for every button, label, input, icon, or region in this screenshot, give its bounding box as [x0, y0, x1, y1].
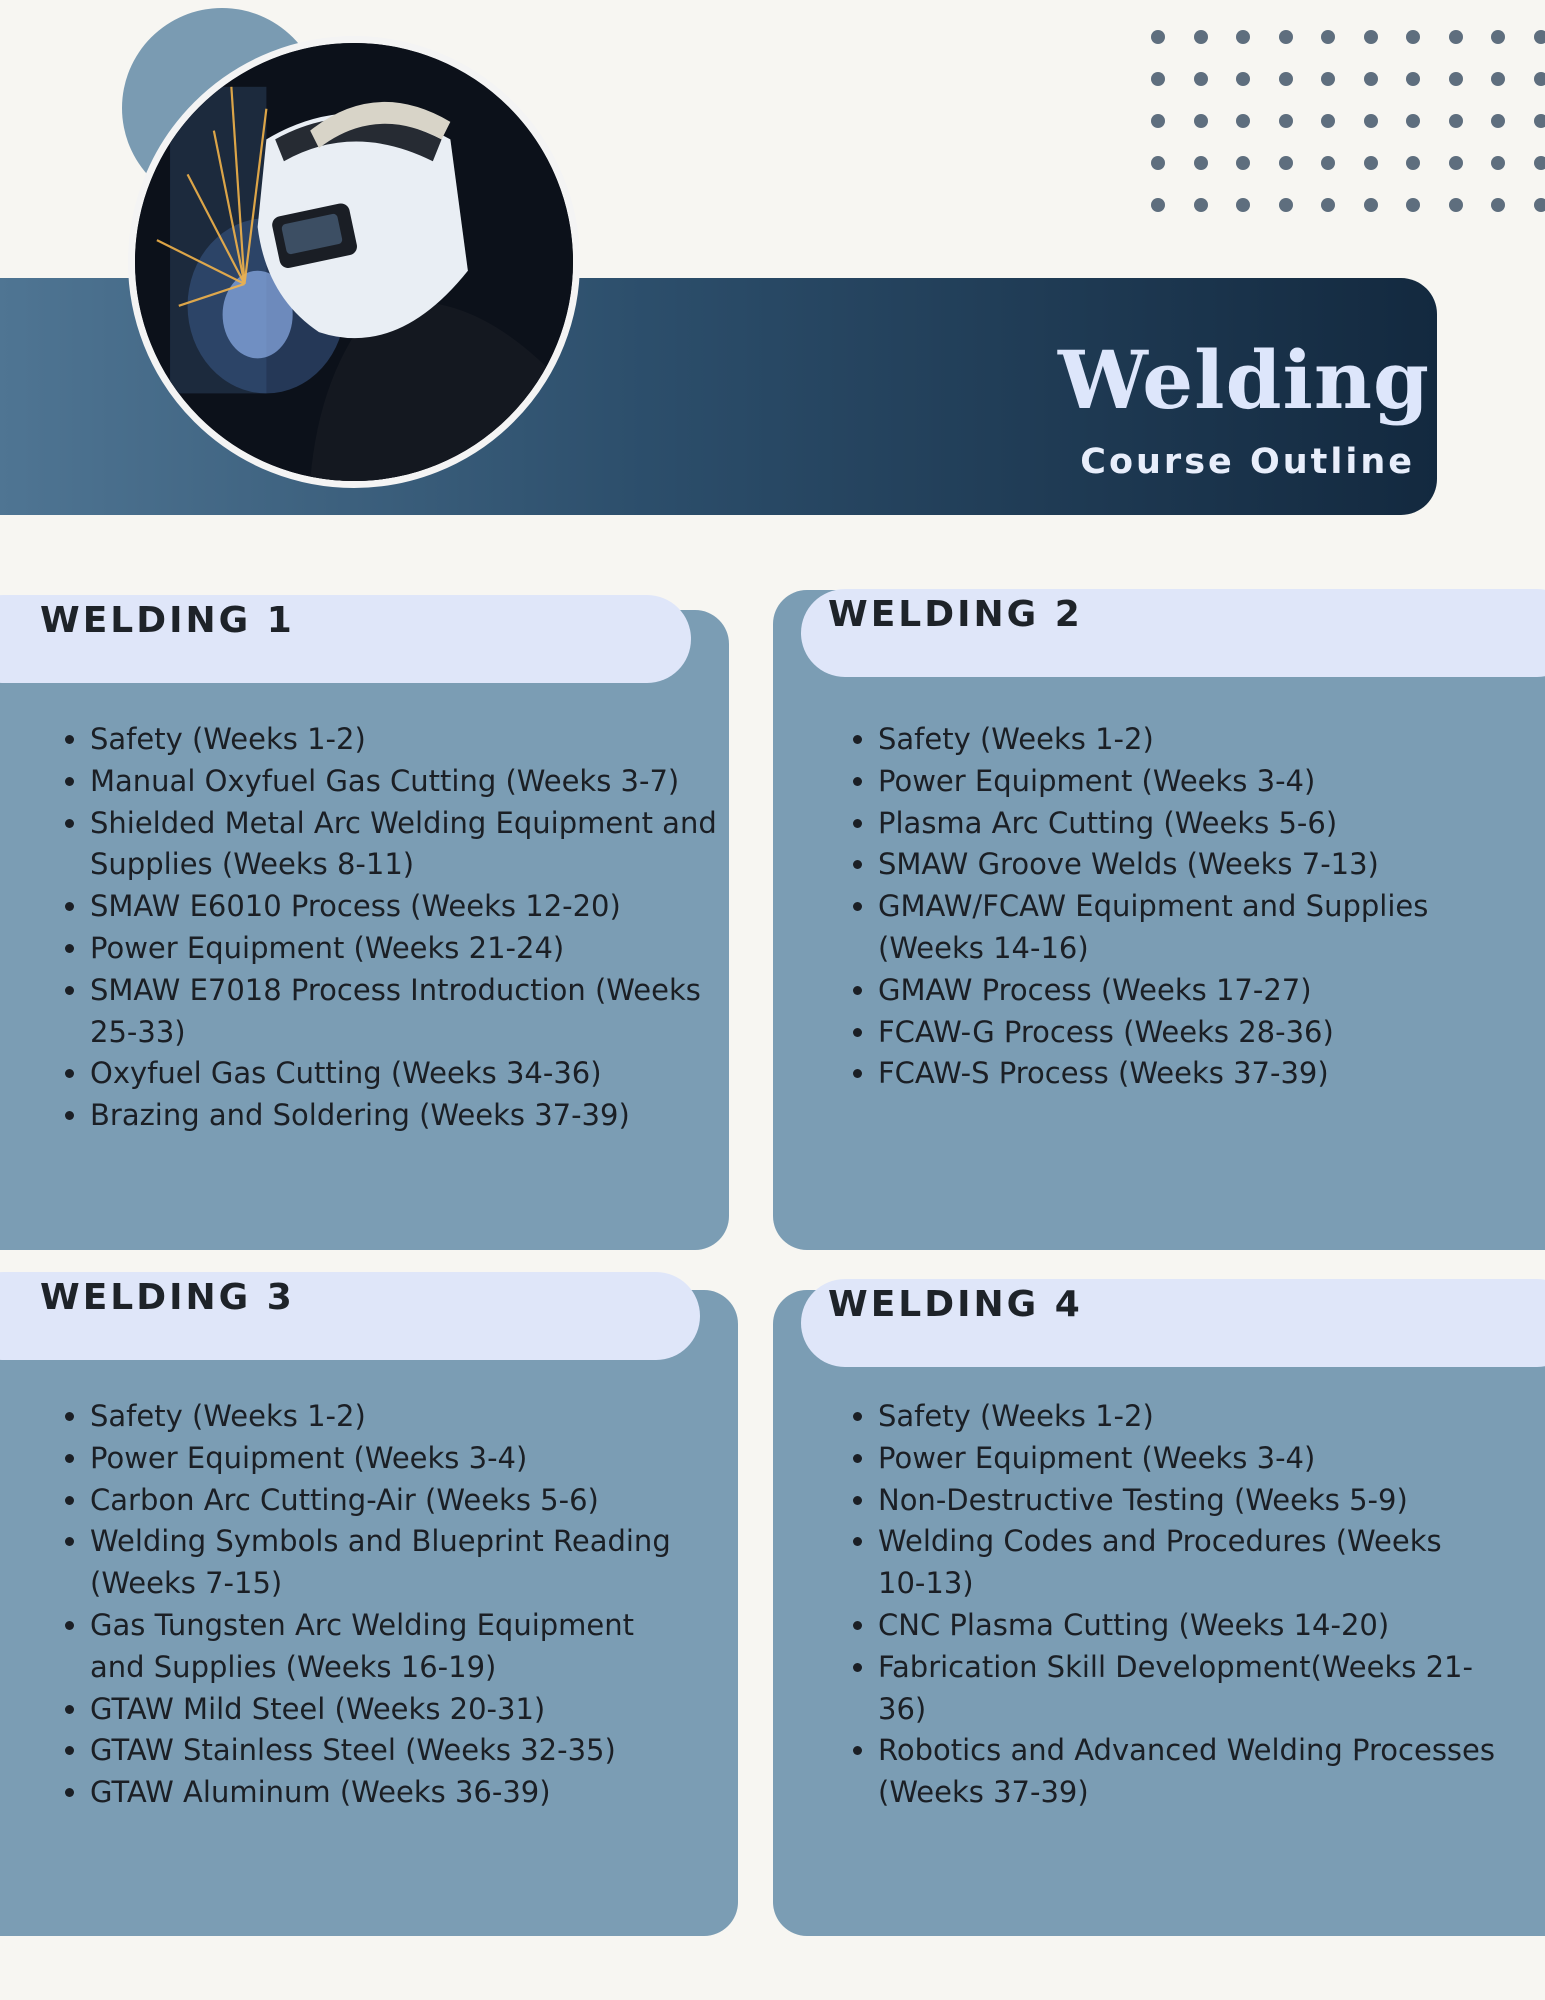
welder-photo	[128, 36, 580, 488]
course-topic-item: • GMAW Process (Weeks 17-27)	[878, 970, 1518, 1012]
decorative-dot	[1321, 72, 1335, 86]
decorative-dot	[1406, 198, 1420, 212]
decorative-dot	[1279, 114, 1293, 128]
decorative-dot	[1151, 156, 1165, 170]
decorative-dot	[1534, 198, 1545, 212]
dot-grid-decoration	[1151, 30, 1545, 212]
decorative-dot	[1491, 72, 1505, 86]
decorative-dot	[1406, 30, 1420, 44]
course-topic-item: • Safety (Weeks 1-2)	[878, 719, 1518, 761]
welder-illustration	[135, 43, 573, 481]
decorative-dot	[1321, 30, 1335, 44]
decorative-dot	[1491, 30, 1505, 44]
decorative-dot	[1491, 156, 1505, 170]
course-topic-item: • SMAW Groove Welds (Weeks 7-13)	[878, 844, 1518, 886]
decorative-dot	[1449, 30, 1463, 44]
decorative-dot	[1321, 114, 1335, 128]
decorative-dot	[1194, 156, 1208, 170]
decorative-dot	[1279, 72, 1293, 86]
course-topic-list	[40, 719, 730, 1137]
decorative-dot	[1194, 30, 1208, 44]
course-topic-item: • Safety (Weeks 1-2)	[90, 719, 730, 761]
course-topic-item: • Welding Symbols and Blueprint Reading (Weeks 7-15)	[90, 1521, 690, 1605]
decorative-dot	[1406, 156, 1420, 170]
course-topic-item: • FCAW-S Process (Weeks 37-39)	[878, 1053, 1518, 1095]
decorative-dot	[1151, 114, 1165, 128]
decorative-dot	[1151, 30, 1165, 44]
course-title: WELDING 3	[40, 1277, 295, 1318]
page-subtitle: Course Outline	[1080, 442, 1415, 482]
decorative-dot	[1279, 30, 1293, 44]
course-topic-item: • Power Equipment (Weeks 3-4)	[878, 761, 1518, 803]
decorative-dot	[1449, 156, 1463, 170]
course-topic-item: • SMAW E7018 Process Introduction (Weeks 25-33)	[90, 970, 730, 1054]
decorative-dot	[1279, 198, 1293, 212]
course-topic-item: • GTAW Stainless Steel (Weeks 32-35)	[90, 1730, 690, 1772]
course-topic-item: • GMAW/FCAW Equipment and Supplies (Weeks 14-16)	[878, 886, 1518, 970]
decorative-dot	[1406, 72, 1420, 86]
course-topic-list	[40, 1396, 690, 1814]
decorative-dot	[1321, 156, 1335, 170]
course-topic-item: • Power Equipment (Weeks 3-4)	[878, 1438, 1498, 1480]
course-topic-item: • Safety (Weeks 1-2)	[878, 1396, 1498, 1438]
decorative-dot	[1364, 156, 1378, 170]
decorative-dot	[1491, 198, 1505, 212]
course-topic-list	[828, 719, 1518, 1095]
decorative-dot	[1194, 72, 1208, 86]
decorative-dot	[1534, 72, 1545, 86]
decorative-dot	[1151, 72, 1165, 86]
decorative-dot	[1534, 156, 1545, 170]
decorative-dot	[1236, 114, 1250, 128]
course-topic-item: • Manual Oxyfuel Gas Cutting (Weeks 3-7)	[90, 761, 730, 803]
course-topic-item: • Plasma Arc Cutting (Weeks 5-6)	[878, 803, 1518, 845]
decorative-dot	[1406, 114, 1420, 128]
course-topic-item: • Fabrication Skill Development(Weeks 21-36)	[878, 1647, 1498, 1731]
decorative-dot	[1236, 198, 1250, 212]
decorative-dot	[1321, 198, 1335, 212]
decorative-dot	[1194, 114, 1208, 128]
decorative-dot	[1364, 72, 1378, 86]
decorative-dot	[1236, 156, 1250, 170]
course-topic-item: • Gas Tungsten Arc Welding Equipment and Supplies (Weeks 16-19)	[90, 1605, 690, 1689]
decorative-dot	[1534, 114, 1545, 128]
course-topic-item: • CNC Plasma Cutting (Weeks 14-20)	[878, 1605, 1498, 1647]
decorative-dot	[1364, 198, 1378, 212]
decorative-dot	[1279, 156, 1293, 170]
decorative-dot	[1194, 198, 1208, 212]
decorative-dot	[1364, 114, 1378, 128]
course-topic-item: • FCAW-G Process (Weeks 28-36)	[878, 1012, 1518, 1054]
page-title: Welding	[1057, 333, 1430, 427]
decorative-dot	[1449, 198, 1463, 212]
course-topic-item: • Safety (Weeks 1-2)	[90, 1396, 690, 1438]
decorative-dot	[1491, 114, 1505, 128]
decorative-dot	[1364, 30, 1378, 44]
course-topic-item: • Welding Codes and Procedures (Weeks 10-13)	[878, 1521, 1498, 1605]
course-topic-list	[828, 1396, 1498, 1814]
course-topic-item: • Oxyfuel Gas Cutting (Weeks 34-36)	[90, 1053, 730, 1095]
course-topic-item: • SMAW E6010 Process (Weeks 12-20)	[90, 886, 730, 928]
course-topic-item: • Non-Destructive Testing (Weeks 5-9)	[878, 1480, 1498, 1522]
course-title: WELDING 1	[40, 600, 295, 641]
decorative-dot	[1236, 72, 1250, 86]
course-topic-item: • GTAW Mild Steel (Weeks 20-31)	[90, 1689, 690, 1731]
course-topic-item: • GTAW Aluminum (Weeks 36-39)	[90, 1772, 690, 1814]
decorative-dot	[1236, 30, 1250, 44]
course-topic-item: • Brazing and Soldering (Weeks 37-39)	[90, 1095, 730, 1137]
course-topic-item: • Robotics and Advanced Welding Processes (Weeks 37-39)	[878, 1730, 1498, 1814]
course-title: WELDING 2	[828, 594, 1083, 635]
course-topic-item: • Carbon Arc Cutting-Air (Weeks 5-6)	[90, 1480, 690, 1522]
decorative-dot	[1449, 114, 1463, 128]
decorative-dot	[1449, 72, 1463, 86]
course-topic-item: • Shielded Metal Arc Welding Equipment and Supplies (Weeks 8-11)	[90, 803, 730, 887]
decorative-dot	[1534, 30, 1545, 44]
course-topic-item: • Power Equipment (Weeks 21-24)	[90, 928, 730, 970]
course-topic-item: • Power Equipment (Weeks 3-4)	[90, 1438, 690, 1480]
decorative-dot	[1151, 198, 1165, 212]
course-title: WELDING 4	[828, 1284, 1083, 1325]
